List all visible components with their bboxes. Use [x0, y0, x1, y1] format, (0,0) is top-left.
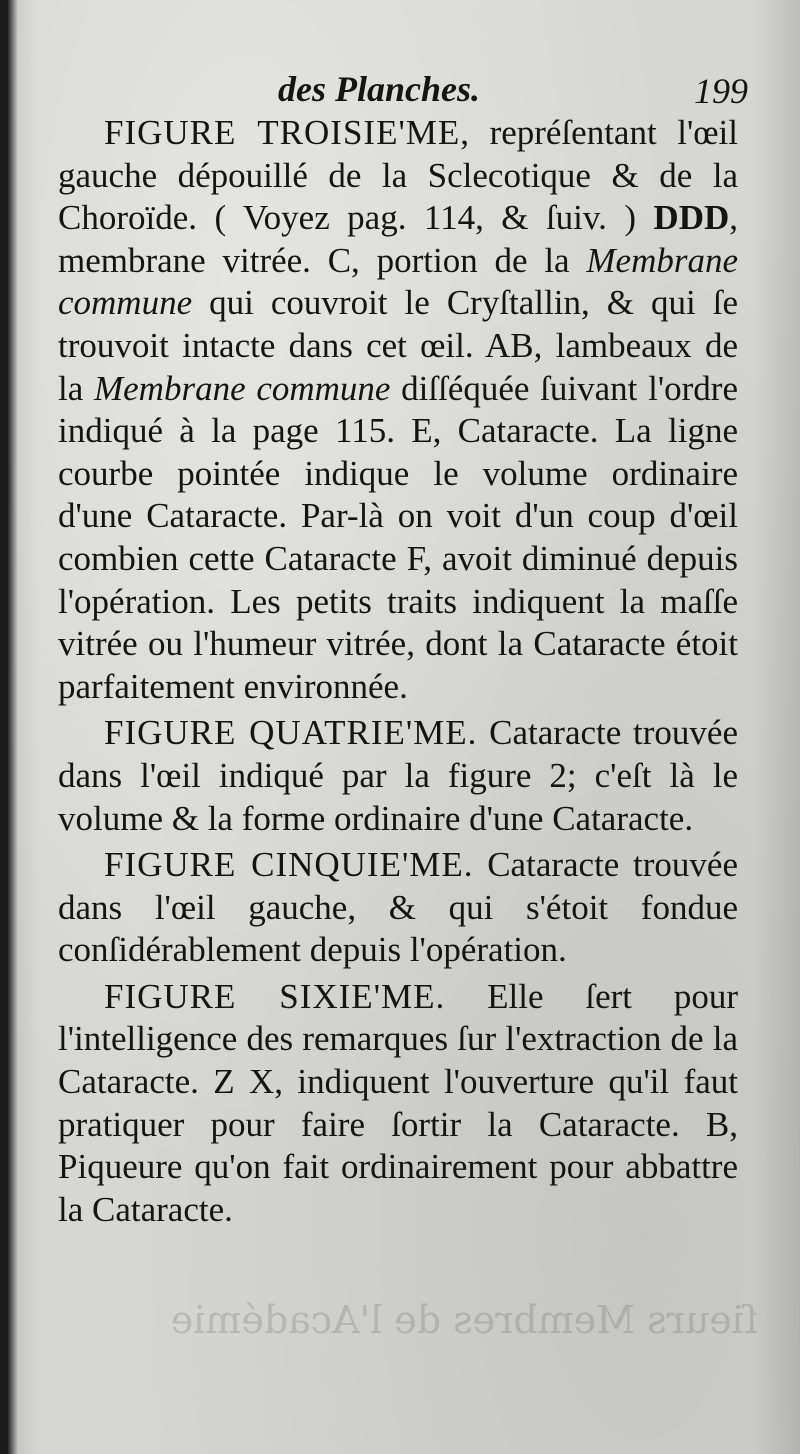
text-run: qui couvroit le Cryſtallin, & qui ſe trouvoit intacte dans cet œil. AB, lambeaux de la	[58, 283, 738, 408]
paragraph-figure-3	[58, 112, 738, 708]
text-run: diſſéquée ſuivant l'ordre indiqué à la page 115. E, Cataracte. La ligne courbe pointée indique le volume ordinaire d'une Cataracte. Par-là on voit d'un coup d'œil combien cette Cataracte F, avoit diminué depuis l'opération. Les petits traits indiquent la maſſe vitrée ou l'humeur vitrée, dont la Cataracte étoit parfaitement environnée.	[58, 368, 738, 706]
running-header	[8, 68, 800, 118]
text-run: , repréſentant l'œil gauche dépouillé de la Sclecotique & de la Choroïde. ( Voyez pag. 114, & ſuiv. )	[58, 113, 738, 238]
paragraph-figure-4	[58, 712, 738, 840]
text-run: Membrane commune	[58, 240, 738, 323]
page-edge-shadow	[8, 0, 18, 1454]
body-text	[58, 112, 738, 1231]
paragraph-figure-6	[58, 976, 738, 1232]
running-title: des Planches.	[278, 69, 480, 109]
page-number: 199	[694, 71, 748, 111]
bleed-through-text: ſieurs Membres de l'Académie	[170, 1298, 758, 1342]
text-run: DDD	[653, 198, 730, 238]
text-run: Elle ſert pour l'intelligence des remarques ſur l'extraction de la Cataracte. Z X, indiquent l'ouverture qu'il faut pratiquer pour faire ſortir la Cataracte. B, Piqueure qu'on fait ordinairement pour abbattre la Cataracte.	[58, 976, 738, 1229]
text-run: Cataracte trouvée dans l'œil indiqué par la figure 2; c'eſt là le volume & la forme ordinaire d'une Cataracte.	[58, 713, 738, 838]
text-run: Membrane commune	[93, 368, 391, 408]
figure-heading: FIGURE TROISIE'ME	[104, 113, 461, 152]
figure-heading: FIGURE CINQUIE'ME.	[104, 845, 474, 885]
figure-heading: FIGURE SIXIE'ME.	[104, 976, 446, 1016]
figure-heading: FIGURE QUATRIE'ME.	[104, 713, 478, 753]
text-run: , membrane vitrée. C, portion de la	[58, 198, 738, 280]
text-run: Cataracte trouvée dans l'œil gauche, & qui s'étoit fondue conſidérablement depuis l'opération.	[58, 845, 738, 970]
paragraph-figure-5	[58, 844, 738, 972]
book-page	[8, 0, 800, 1454]
